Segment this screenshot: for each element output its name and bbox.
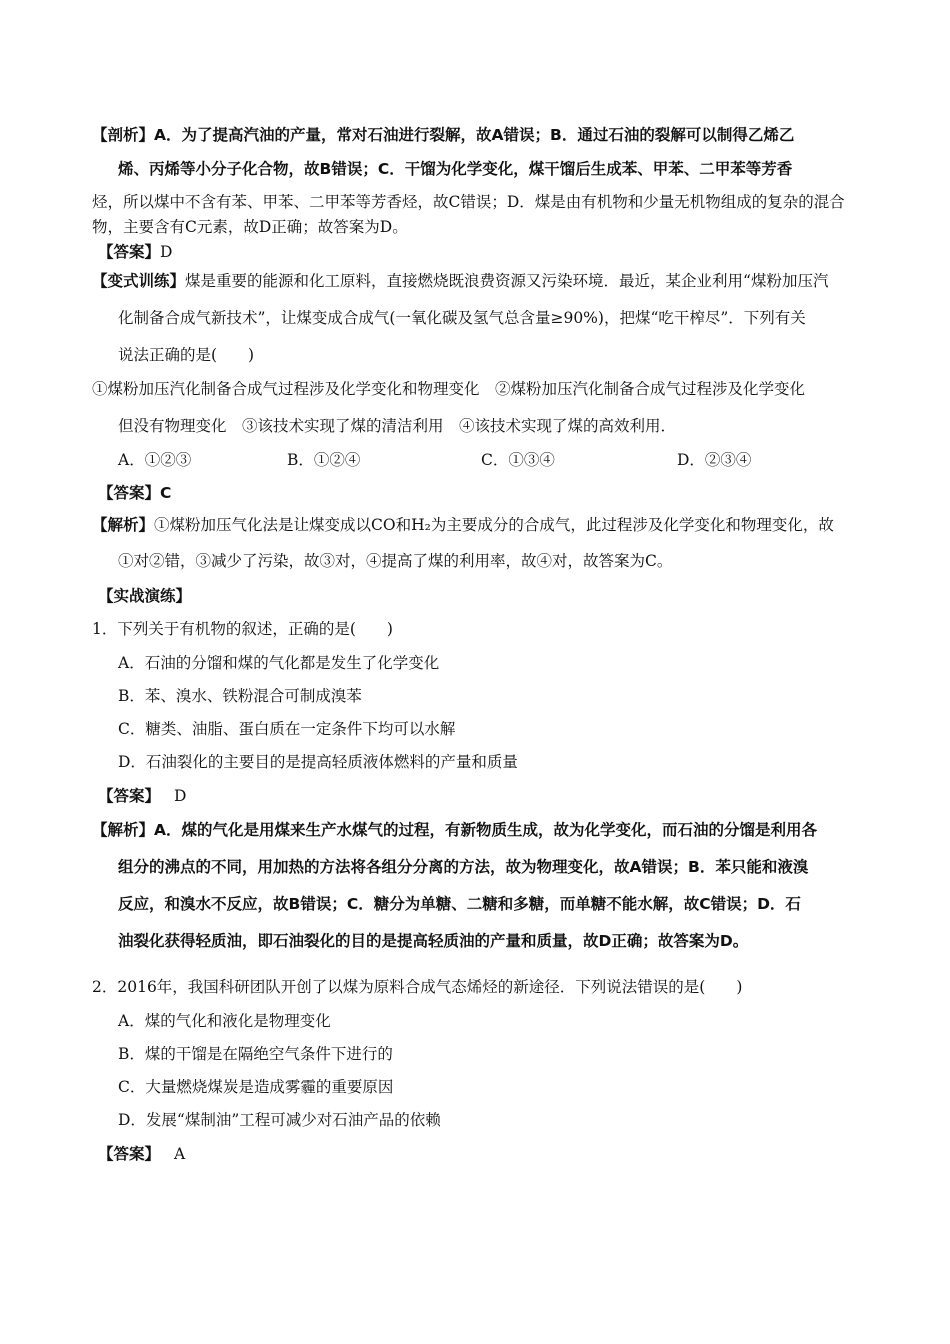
exercise-line-2: 化制备合成气新技术”，让煤变成合成气(一氧化碳及氢气总含量≥90%)，把煤“吃干榨尽”．下列有关 <box>118 309 806 327</box>
exercise-tag: 【变式训练】 <box>92 272 186 290</box>
question-2-answer <box>98 1143 185 1165</box>
analysis-text: ①煤粉加压气化法是让煤变成以CO和H₂为主要成分的合成气，此过程涉及化学变化和物理变化，故 <box>154 516 834 534</box>
exercise-line-5: 但没有物理变化 ③该技术实现了煤的清洁利用 ④该技术实现了煤的高效利用． <box>118 417 677 435</box>
analysis-tag: 【解析】 <box>92 516 155 534</box>
answer-tag: 【答案】 <box>98 484 161 502</box>
analysis-text: A．煤的气化是用煤来生产水煤气的过程，有新物质生成，故为化学变化，而石油的分馏是利用各 <box>154 821 818 839</box>
question-1-option-c: C．糖类、油脂、蛋白质在一定条件下均可以水解 <box>118 720 456 738</box>
answer-value: A <box>174 1145 186 1163</box>
answer-value: D <box>174 787 187 805</box>
exercise-text: 煤是重要的能源和化工原料，直接燃烧既浪费资源又污染环境．最近，某企业利用“煤粉加压汽 <box>185 272 829 290</box>
analysis-tag: 【解析】 <box>92 821 155 839</box>
question-1-answer <box>98 785 186 807</box>
analysis-paragraph-1-line-3: 烃，所以煤中不含有苯、甲苯、二甲苯等芳香烃，故C错误；D．煤是由有机物和少量无机物组成的复杂的混合 <box>92 193 845 211</box>
exercise-analysis-line-2: ①对②错，③减少了污染，故③对，④提高了煤的利用率，故④对，故答案为C。 <box>118 552 673 570</box>
answer-line-2 <box>98 482 171 504</box>
answer-tag: 【答案】 <box>98 1145 161 1163</box>
question-2-option-b: B．煤的干馏是在隔绝空气条件下进行的 <box>118 1045 393 1063</box>
answer-line-1 <box>98 241 172 263</box>
exercise-option-d: D．②③④ <box>677 451 752 469</box>
analysis-tag: 【剖析】 <box>92 126 155 144</box>
question-2-option-c: C．大量燃烧煤炭是造成雾霾的重要原因 <box>118 1078 394 1096</box>
exercise-line-4: ①煤粉加压汽化制备合成气过程涉及化学变化和物理变化 ②煤粉加压汽化制备合成气过程涉及化学变化 <box>92 380 806 398</box>
question-1-analysis-line-3: 反应，和溴水不反应，故B错误；C．糖分为单糖、二糖和多糖，而单糖不能水解，故C错误；D．石 <box>118 895 801 913</box>
exercise-option-c: C．①③④ <box>481 451 555 469</box>
answer-value: C <box>160 484 172 502</box>
question-2-stem: 2．2016年，我国科研团队开创了以煤为原料合成气态烯烃的新途径．下列说法错误的是( ) <box>92 978 743 996</box>
analysis-paragraph-1-line-1 <box>92 124 794 146</box>
analysis-paragraph-1-line-4: 物，主要含有C元素，故D正确；故答案为D。 <box>92 218 408 236</box>
question-1-analysis-line-4: 油裂化获得轻质油，即石油裂化的目的是提高轻质油的产量和质量，故D正确；故答案为D。 <box>118 932 749 950</box>
question-2-option-a: A．煤的气化和液化是物理变化 <box>118 1012 331 1030</box>
analysis-paragraph-1-line-2: 烯、丙烯等小分子化合物，故B错误；C．干馏为化学变化，煤干馏后生成苯、甲苯、二甲苯等芳香 <box>118 160 793 178</box>
answer-tag: 【答案】 <box>98 787 161 805</box>
question-1-option-d: D．石油裂化的主要目的是提高轻质液体燃料的产量和质量 <box>118 753 518 771</box>
exercise-option-a: A．①②③ <box>118 451 192 469</box>
analysis-text: A．为了提高汽油的产量，常对石油进行裂解，故A错误；B．通过石油的裂解可以制得乙烯乙 <box>154 126 795 144</box>
section-title: 【实战演练】 <box>98 587 192 605</box>
question-1-analysis-line-1 <box>92 819 817 841</box>
question-1-option-a: A．石油的分馏和煤的气化都是发生了化学变化 <box>118 654 440 672</box>
answer-value: D <box>160 243 173 261</box>
exercise-line-1 <box>92 270 828 292</box>
question-1-analysis-line-2: 组分的沸点的不同，用加热的方法将各组分分离的方法，故为物理变化，故A错误；B．苯只能和液溴 <box>118 858 809 876</box>
exercise-analysis-line-1 <box>92 514 834 536</box>
exercise-option-b: B．①②④ <box>287 451 361 469</box>
question-1-option-b: B．苯、溴水、铁粉混合可制成溴苯 <box>118 687 362 705</box>
question-1-stem: 1．下列关于有机物的叙述，正确的是( ) <box>92 620 393 638</box>
question-2-option-d: D．发展“煤制油”工程可减少对石油产品的依赖 <box>118 1111 441 1129</box>
exercise-line-3: 说法正确的是( ) <box>118 346 255 364</box>
answer-tag: 【答案】 <box>98 243 161 261</box>
